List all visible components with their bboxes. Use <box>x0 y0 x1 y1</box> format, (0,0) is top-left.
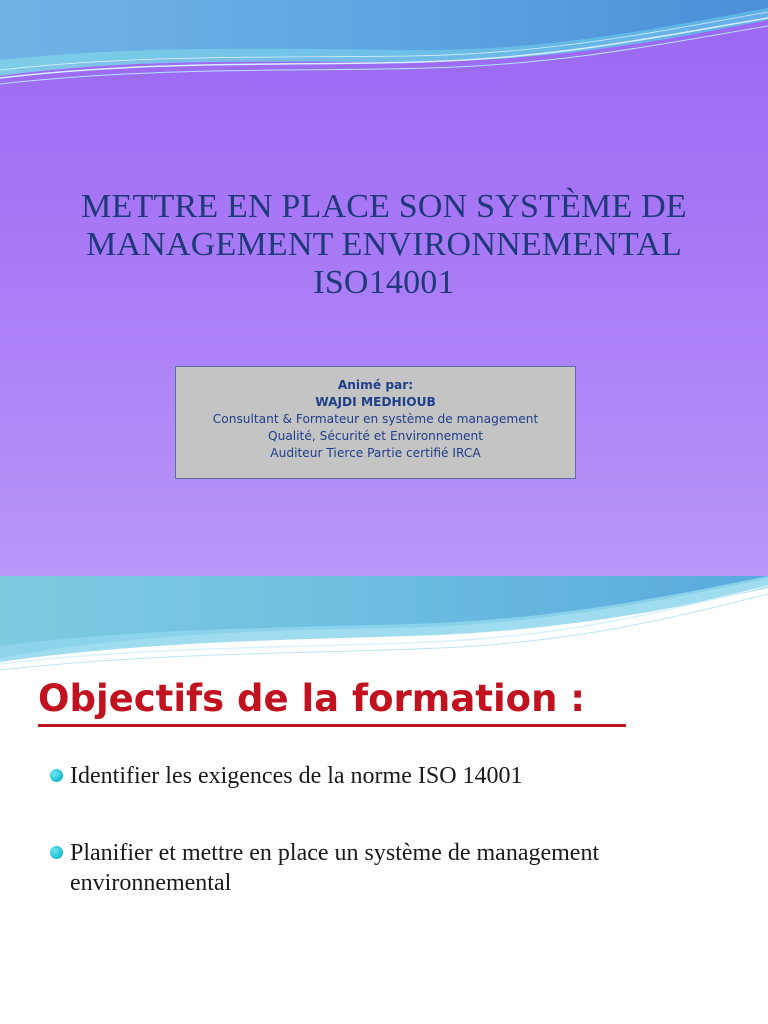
objective-item <box>50 761 740 791</box>
objective-item <box>50 838 740 898</box>
circle-bullet-icon <box>50 846 63 859</box>
circle-bullet-icon <box>50 769 63 782</box>
objective-text: Identifier les exigences de la norme ISO 14001 <box>70 763 523 789</box>
objectives-heading: Objectifs de la formation : <box>38 677 586 720</box>
presenter-info-box <box>175 366 576 479</box>
heading-underline <box>38 724 626 727</box>
presenter-certification: Auditeur Tierce Partie certifié IRCA <box>270 446 481 460</box>
header-wave-decoration <box>0 0 768 90</box>
presenter-name: WAJDI MEDHIOUB <box>315 395 436 409</box>
slide-title: METTRE EN PLACE SON SYSTÈME DE MANAGEMENT ENVIRONNEMENTAL ISO14001 <box>81 188 687 301</box>
presenter-domains: Qualité, Sécurité et Environnement <box>268 429 483 443</box>
presenter-role: Consultant & Formateur en système de management <box>212 412 539 426</box>
objectives-slide <box>0 576 768 1024</box>
presenter-intro: Animé par: <box>337 378 414 392</box>
objective-text: Planifier et mettre en place un système de management environnemental <box>70 840 600 896</box>
slide2-wave-decoration <box>0 576 768 671</box>
